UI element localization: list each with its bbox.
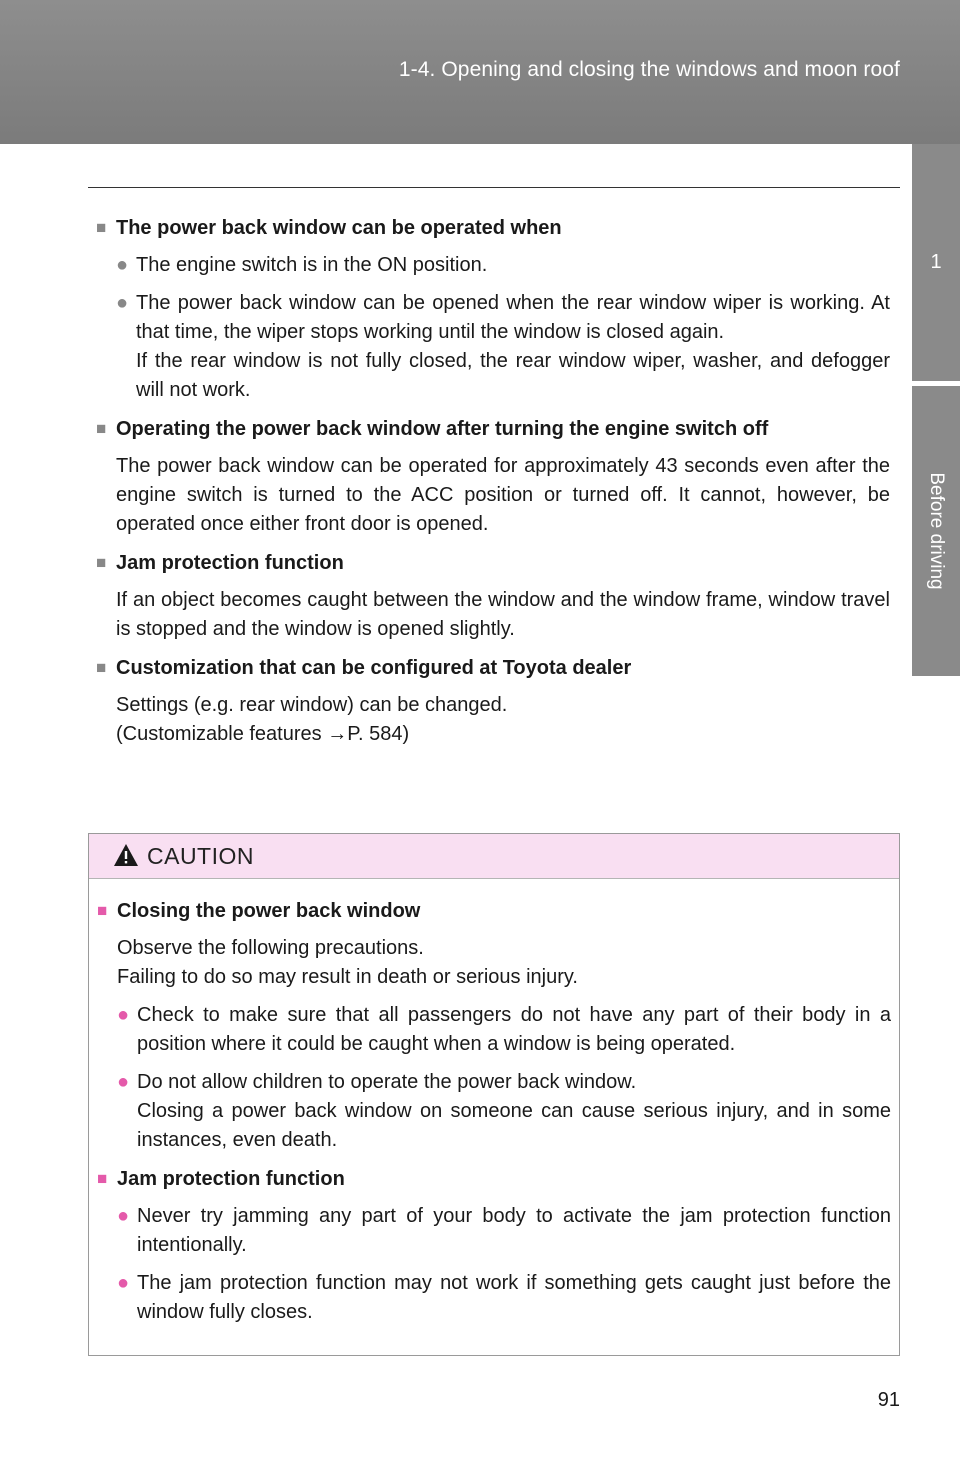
square-bullet-icon: ■ [97,1169,108,1188]
paragraph: Settings (e.g. rear window) can be changed. (Customizable features →P. 584) [116,694,508,745]
section-heading: ■ Closing the power back window [97,896,891,926]
square-bullet-icon: ■ [96,553,107,572]
page-number: 91 [877,1389,900,1411]
round-bullet-icon: ● [117,1004,130,1026]
section-heading: ■ Jam protection function [96,548,890,578]
side-tab-number: 1 [912,144,960,381]
round-bullet-icon: ● [116,292,129,314]
caution-body [97,896,891,1336]
round-bullet-icon: ● [117,1272,130,1294]
round-bullet-icon: ● [117,1205,130,1227]
list-item: ● Never try jamming any part of your body to activate the jam protection function intentionally. [97,1202,891,1260]
chapter-title: 1-4. Opening and closing the windows and moon roof [398,58,900,81]
square-bullet-icon: ■ [96,218,107,237]
caution-title: CAUTION [147,843,254,869]
caution-header [89,834,899,879]
paragraph: If an object becomes caught between the window and the window frame, window travel is stopped and the window is opened slightly. [116,589,890,640]
paragraph: The power back window can be operated for approximately 43 seconds even after the engine switch is turned to the ACC position or turned off. It cannot, however, be operated once either front door is opened. [116,455,890,535]
main-content [96,213,890,758]
list-item: ● Do not allow children to operate the power back window. Closing a power back window on someone can cause serious injury, and in some instances, even death. [97,1068,891,1155]
list-item: ● The jam protection function may not work if something gets caught just before the window fully closes. [97,1269,891,1327]
list-item: ● The engine switch is in the ON position. [96,251,890,280]
caution-box [88,833,900,1356]
round-bullet-icon: ● [117,1071,130,1093]
round-bullet-icon: ● [116,254,129,276]
section-heading: ■ Operating the power back window after turning the engine switch off [96,414,890,444]
square-bullet-icon: ■ [96,658,107,677]
section-divider [88,187,900,188]
side-tab-label [912,386,960,676]
side-tab-label-text: Before driving [926,472,947,590]
section-heading: ■ Customization that can be configured at Toyota dealer [96,653,890,683]
square-bullet-icon: ■ [96,419,107,438]
warning-triangle-icon [113,843,139,867]
list-item: ● The power back window can be opened when the rear window wiper is working. At that time, the wiper stops working until the window is closed again. If the rear window is not fully closed, the rear window wiper, washer, and defogger will not work. [96,289,890,405]
square-bullet-icon: ■ [97,901,108,920]
paragraph: Observe the following precautions. Failing to do so may result in death or serious injury. [117,937,578,988]
section-heading: ■ The power back window can be operated when [96,213,890,243]
list-item: ● Check to make sure that all passengers do not have any part of their body in a position where it could be caught when a window is being operated. [97,1001,891,1059]
section-heading: ■ Jam protection function [97,1164,891,1194]
